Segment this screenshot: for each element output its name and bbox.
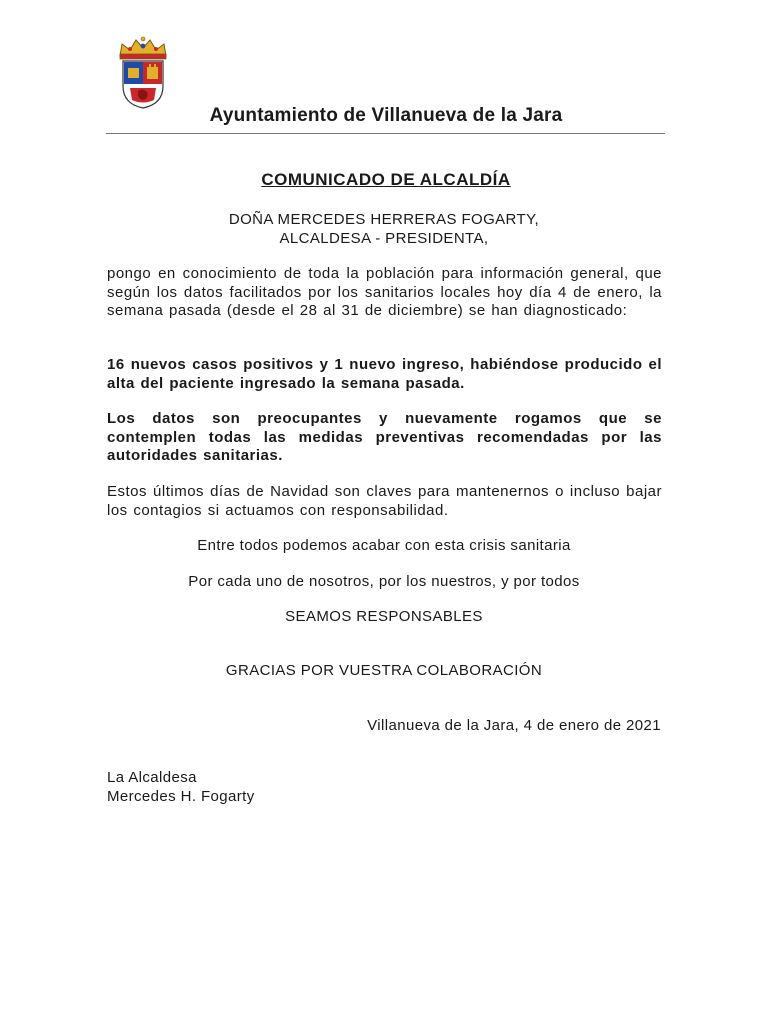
- municipal-coat-of-arms: [116, 34, 170, 110]
- author-role: ALCALDESA - PRESIDENTA,: [279, 230, 489, 247]
- header-divider: [106, 133, 665, 134]
- closing-line-3: SEAMOS RESPONSABLES: [285, 608, 483, 625]
- organization-name: Ayuntamiento de Villanueva de la Jara: [209, 105, 563, 126]
- paragraph-warning: Los datos son preocupantes y nuevamente rogamos que se contemplen todas las medidas preventivas recomendadas por las autoridades sanitarias.: [107, 410, 662, 464]
- paragraph-christmas: Estos últimos días de Navidad son claves para mantenernos o incluso bajar los contagios si actuamos con responsabilidad.: [107, 483, 662, 519]
- document-title: COMUNICADO DE ALCALDÍA: [261, 170, 511, 189]
- shield-icon: [123, 61, 163, 108]
- signature-role: La Alcaldesa: [107, 769, 197, 786]
- signature-name: Mercedes H. Fogarty: [107, 788, 255, 805]
- crown-icon: [120, 37, 166, 59]
- author-name: DOÑA MERCEDES HERRERAS FOGARTY,: [228, 211, 540, 228]
- closing-line-2: Por cada uno de nosotros, por los nuestros, y por todos: [188, 573, 580, 590]
- thanks-line: GRACIAS POR VUESTRA COLABORACIÓN: [225, 662, 543, 679]
- closing-line-1: Entre todos podemos acabar con esta crisis sanitaria: [197, 537, 571, 554]
- paragraph-intro: pongo en conocimiento de toda la población para información general, que según los datos facilitados por los sanitarios locales hoy día 4 de enero, la semana pasada (desde el 28 al 31 de diciembre) se han diagnosticado:: [107, 265, 662, 319]
- paragraph-cases: 16 nuevos casos positivos y 1 nuevo ingreso, habiéndose producido el alta del paciente ingresado la semana pasada.: [107, 356, 662, 392]
- place-and-date: Villanueva de la Jara, 4 de enero de 2021: [367, 717, 661, 734]
